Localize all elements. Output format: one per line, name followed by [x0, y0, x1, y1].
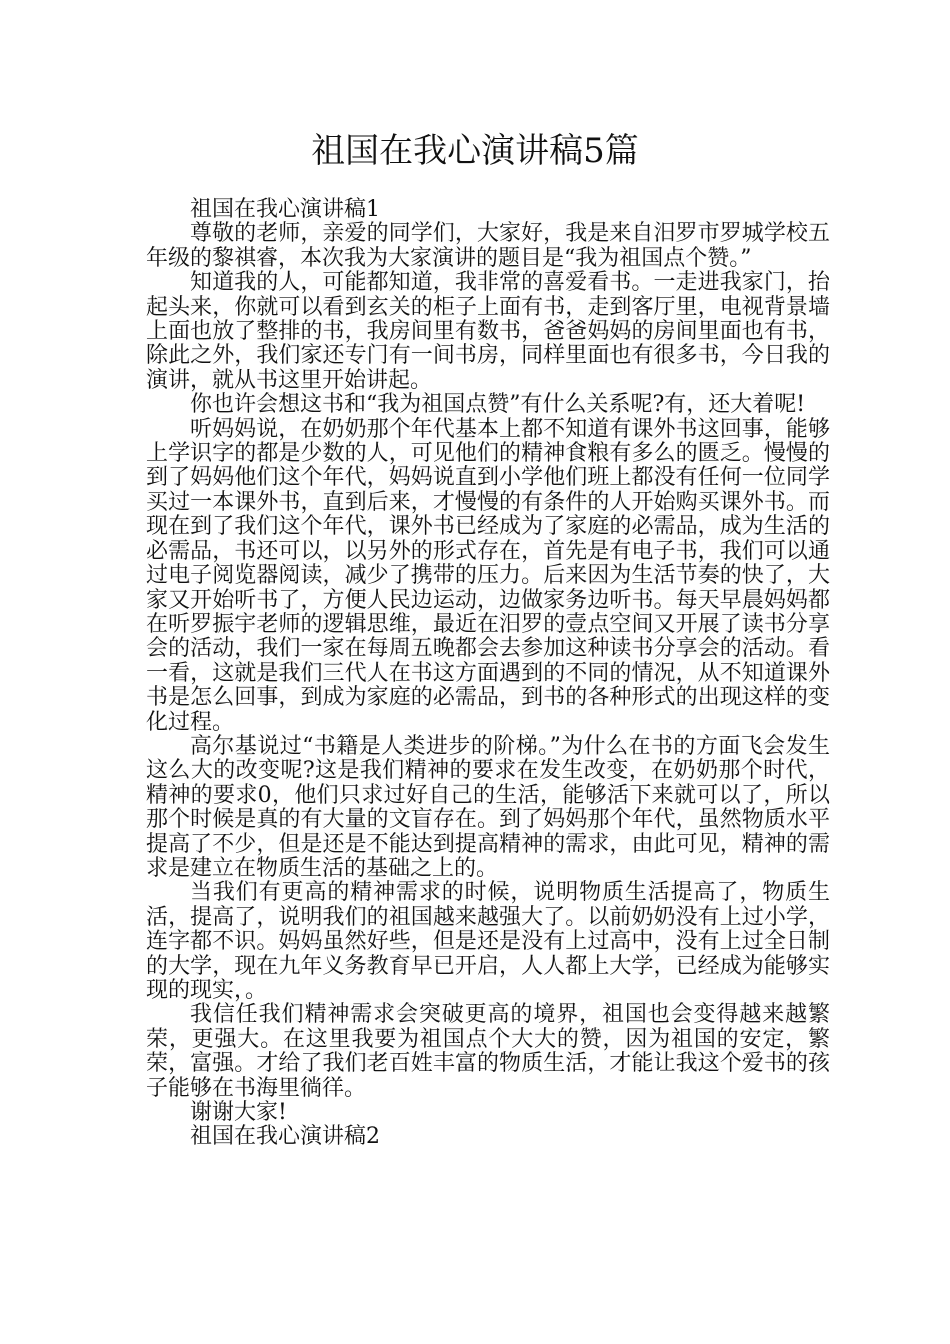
- paragraph: 你也许会想这书和“我为祖国点赞”有什么关系呢?有，还大着呢!: [190, 392, 806, 418]
- paragraph: 听妈妈说，在奶奶那个年代基本上都不知道有课外书这回事，能够上学识字的都是少数的人，可见他们的精神食粮有多么的匮乏。慢慢的到了妈妈他们这个年代，妈妈说直到小学他们班上都没有任何一位同学买过一本课外书，直到后来，才慢慢的有条件的人开始购买课外书。而现在到了我们这个年代，课外书已经成为了家庭的必需品，成为生活的必需品，书还可以，以另外的形式存在，首先是有电子书，我们可以通过电子阅览器阅读，减少了携带的压力。后来因为生活节奏的快了，大家又开始听书了，方便人民边运动，边做家务边听书。每天早晨妈妈都在听罗振宇老师的逻辑思维，最近在汨罗的壹点空间又开展了读书分享会的活动，我们一家在每周五晚都会去参加这种读书分享会的活动。看一看，这就是我们三代人在书这方面遇到的不同的情况，从不知道课外书是怎么回事，到成为家庭的必需品，到书的各种形式的出现这样的变化过程。: [146, 416, 830, 735]
- section-heading: 祖国在我心演讲稿2: [190, 1124, 380, 1150]
- section-heading: 祖国在我心演讲稿1: [190, 197, 380, 222]
- document-title: 祖国在我心演讲稿5篇: [311, 131, 639, 171]
- document-body: [146, 198, 830, 1150]
- closing-line: 谢谢大家!: [190, 1100, 287, 1126]
- paragraph: 当我们有更高的精神需求的时候，说明物质生活提高了，物质生活，提高了，说明我们的祖国越来越强大了。以前奶奶没有上过小学，连字都不识。妈妈虽然好些，但是还是没有上过高中，没有上过全日制的大学，现在九年义务教育早已开启，人人都上大学，已经成为能够实现的现实，。: [146, 880, 830, 1003]
- paragraph: 高尔基说过“书籍是人类进步的阶梯。”为什么在书的方面飞会发生这么大的改变呢?这是我们精神的要求在发生改变，在奶奶那个时代，精神的要求0，他们只求过好自己的生活，能够活下来就可以了，所以那个时候是真的有大量的文盲存在。到了妈妈那个年代，虽然物质水平提高了不少，但是还是不能达到提高精神的需求，由此可见，精神的需求是建立在物质生活的基础之上的。: [146, 733, 830, 881]
- paragraph: 知道我的人，可能都知道，我非常的喜爱看书。一走进我家门，抬起头来，你就可以看到玄关的柜子上面有书，走到客厅里，电视背景墙上面也放了整排的书，我房间里有数书，爸爸妈妈的房间里面也有书，除此之外，我们家还专门有一间书房，同样里面也有很多书，今日我的演讲，就从书这里开始讲起。: [146, 270, 830, 393]
- paragraph: 尊敬的老师，亲爱的同学们，大家好，我是来自汨罗市罗城学校五年级的黎祺睿，本次我为大家演讲的题目是“我为祖国点个赞。”: [146, 221, 830, 271]
- paragraph: 我信任我们精神需求会突破更高的境界，祖国也会变得越来越繁荣，更强大。在这里我要为祖国点个大大的赞，因为祖国的安定，繁荣，富强。才给了我们老百姓丰富的物质生活，才能让我这个爱书的孩子能够在书海里徜徉。: [146, 1002, 830, 1101]
